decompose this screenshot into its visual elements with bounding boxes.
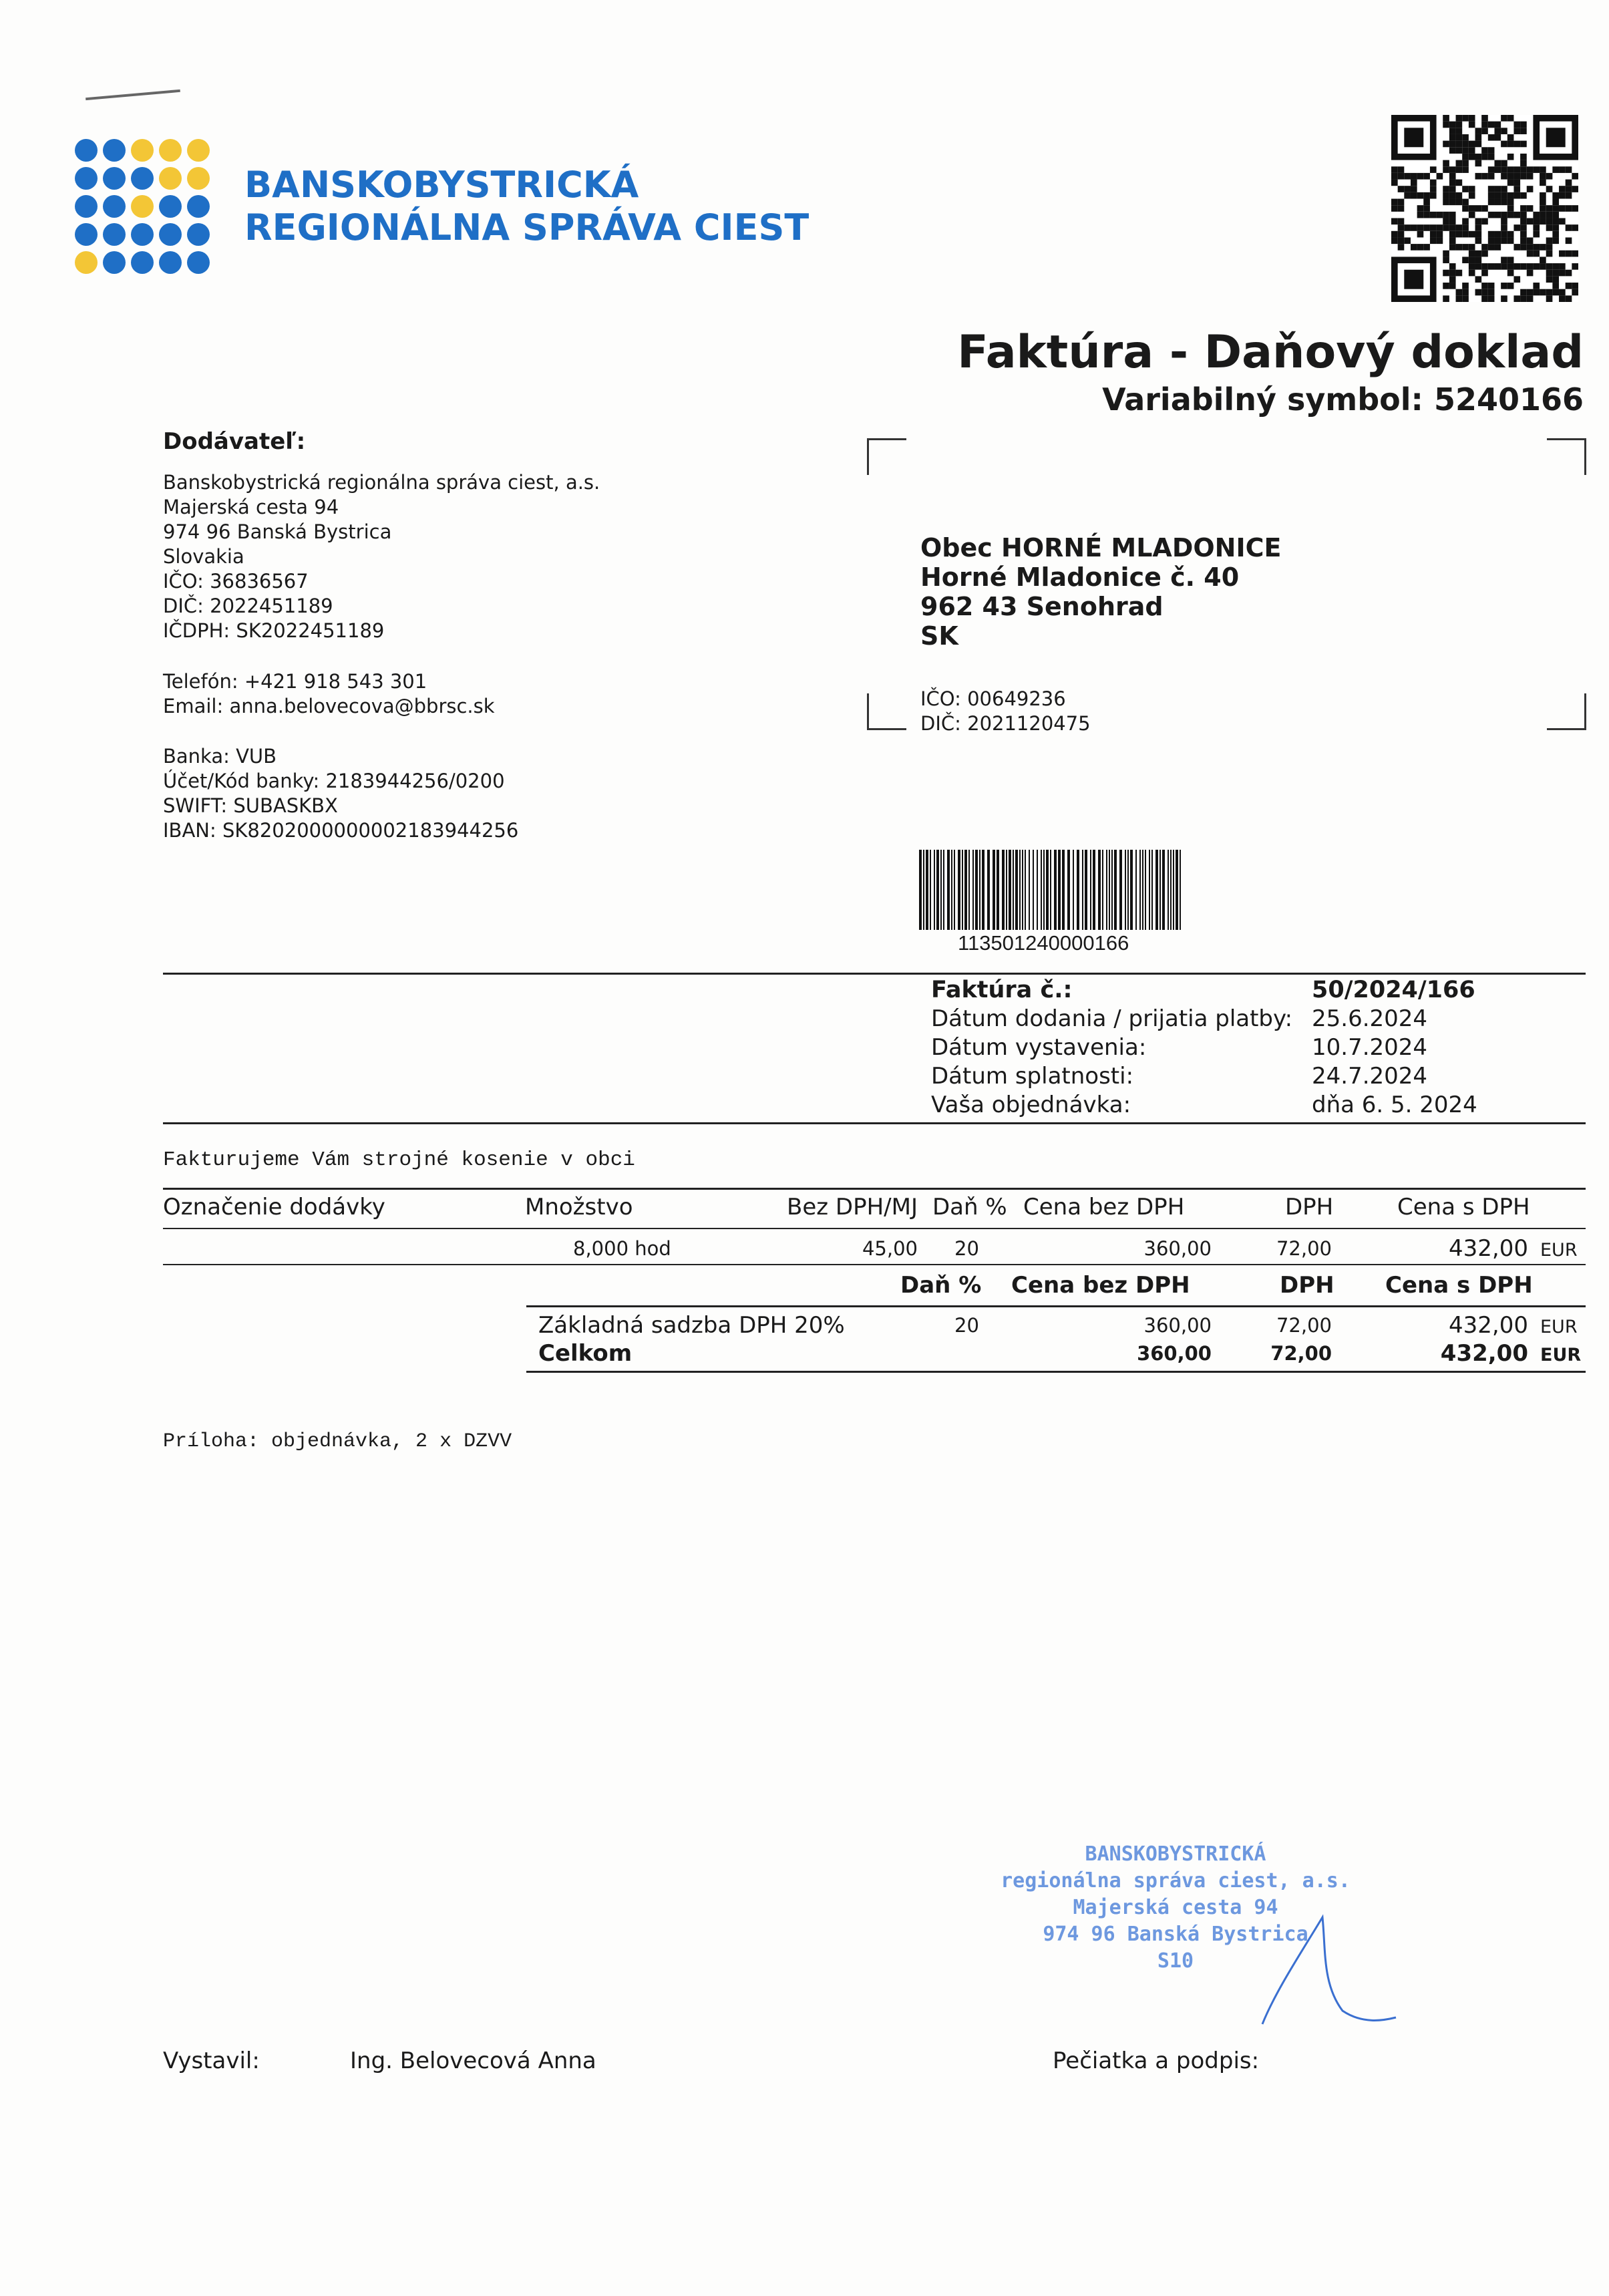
logo-dot [159, 167, 182, 190]
stamp-line: S10 [1157, 1949, 1194, 1973]
summary-header-vat: DPH [1280, 1272, 1334, 1299]
variable-symbol: Variabilný symbol: 5240166 [1102, 381, 1584, 418]
invoice-info [931, 977, 1586, 1120]
supplier-line: DIČ: 2022451189 [163, 595, 333, 617]
issue-date-value: 10.7.2024 [1312, 1034, 1428, 1061]
items-table-header [163, 1193, 1586, 1224]
qr-code-icon [1391, 115, 1578, 302]
row-qty: 8,000 hod [573, 1237, 671, 1260]
supplier-phone: Telefón: +421 918 543 301 [163, 670, 427, 693]
supplier-contact [163, 669, 495, 719]
row-net: 360,00 [1143, 1237, 1212, 1260]
logo-dot [159, 139, 182, 162]
invoice-info-row [931, 1034, 1586, 1063]
col-header-net: Cena bez DPH [1023, 1194, 1185, 1220]
barcode-icon [918, 850, 1185, 933]
total-gross: 432,00 [1440, 1340, 1528, 1367]
summary-header-gross: Cena s DPH [1385, 1272, 1533, 1299]
address-bracket-tr [1547, 438, 1586, 475]
customer-dic: DIČ: 2021120475 [920, 712, 1091, 735]
supplier-line: IČO: 36836567 [163, 570, 309, 593]
col-header-tax: Daň % [932, 1194, 1007, 1220]
total-label: Celkom [538, 1340, 633, 1367]
stamp-line: BANSKOBYSTRICKÁ [1085, 1842, 1266, 1866]
table-row [163, 1237, 1586, 1263]
logo-dot [159, 195, 182, 218]
company-logo-icon [75, 139, 215, 281]
supplier-line: Slovakia [163, 545, 244, 568]
col-header-item: Označenie dodávky [163, 1194, 385, 1220]
company-name-line2: REGIONÁLNA SPRÁVA CIEST [244, 206, 810, 249]
logo-dot [75, 139, 98, 162]
col-header-qty: Množstvo [525, 1194, 633, 1220]
divider [163, 1264, 1586, 1265]
customer-ids [920, 687, 1091, 736]
summary-row-gross: 432,00 [1449, 1312, 1528, 1339]
divider [163, 1122, 1586, 1124]
supplier-line: 974 96 Banská Bystrica [163, 520, 392, 543]
logo-dot [187, 167, 210, 190]
logo-dot [187, 223, 210, 246]
invoice-description: Fakturujeme Vám strojné kosenie v obci [163, 1148, 635, 1172]
total-currency: EUR [1540, 1345, 1582, 1365]
divider [163, 973, 1586, 975]
stamp-line: regionálna správa ciest, a.s. [1001, 1869, 1351, 1893]
invoice-info-row [931, 1063, 1586, 1092]
invoice-info-row [931, 1005, 1586, 1034]
invoice-info-row [931, 977, 1586, 1005]
logo-dot [103, 251, 126, 274]
logo-dot [103, 195, 126, 218]
logo-dot [131, 223, 154, 246]
customer-ico: IČO: 00649236 [920, 687, 1066, 710]
divider [163, 1228, 1586, 1229]
supplier-heading: Dodávateľ: [163, 428, 306, 455]
logo-dot [159, 223, 182, 246]
barcode-number: 113501240000166 [958, 931, 1129, 955]
row-gross: 432,00 [1449, 1235, 1528, 1262]
supplier-line: Majerská cesta 94 [163, 496, 339, 518]
supplier-email: Email: anna.belovecova@bbrsc.sk [163, 695, 495, 717]
logo-dot [187, 139, 210, 162]
col-header-unit-price: Bez DPH/MJ [787, 1194, 918, 1220]
logo-dot [75, 167, 98, 190]
logo-dot [159, 251, 182, 274]
issuer-label: Vystavil: [163, 2047, 260, 2074]
document-title: Faktúra - Daňový doklad [957, 326, 1584, 379]
logo-dot [187, 251, 210, 274]
logo-dot [75, 251, 98, 274]
summary-total-row [163, 1341, 1586, 1369]
logo-dot [187, 195, 210, 218]
supplier-line: Banskobystrická regionálna správa ciest, a.s. [163, 471, 600, 494]
company-name-line1: BANSKOBYSTRICKÁ [244, 164, 639, 206]
customer-address [920, 533, 1281, 651]
supplier-line: IČDPH: SK2022451189 [163, 619, 385, 642]
summary-row-net: 360,00 [1143, 1314, 1212, 1337]
logo-dot [103, 223, 126, 246]
invoice-number-value: 50/2024/166 [1312, 977, 1475, 1003]
col-header-vat: DPH [1285, 1194, 1334, 1220]
bank-account: Účet/Kód banky: 2183944256/0200 [163, 770, 505, 792]
address-bracket-tl [867, 438, 906, 475]
total-net: 360,00 [1137, 1342, 1212, 1365]
order-value: dňa 6. 5. 2024 [1312, 1092, 1477, 1118]
summary-row-tax: 20 [954, 1314, 979, 1337]
logo-dot [131, 139, 154, 162]
customer-city: 962 43 Senohrad [920, 592, 1164, 621]
divider [526, 1371, 1586, 1373]
order-label: Vaša objednávka: [931, 1092, 1131, 1118]
bank-swift: SWIFT: SUBASKBX [163, 794, 338, 817]
due-date-value: 24.7.2024 [1312, 1063, 1428, 1090]
summary-header-tax: Daň % [900, 1272, 982, 1299]
supplier-address [163, 470, 600, 643]
invoice-info-row [931, 1092, 1586, 1120]
summary-row-label: Základná sadzba DPH 20% [538, 1312, 845, 1339]
invoice-number-label: Faktúra č.: [931, 977, 1073, 1003]
stamp-signature-label: Pečiatka a podpis: [1053, 2047, 1260, 2074]
row-unit-price: 45,00 [862, 1237, 918, 1260]
logo-dot [103, 139, 126, 162]
customer-name: Obec HORNÉ MLADONICE [920, 533, 1282, 562]
divider [526, 1305, 1586, 1307]
signature-icon [1256, 1911, 1403, 2031]
customer-street: Horné Mladonice č. 40 [920, 562, 1240, 592]
row-currency: EUR [1540, 1240, 1578, 1261]
summary-table-header [163, 1271, 1586, 1302]
logo-dot [131, 251, 154, 274]
issue-date-label: Dátum vystavenia: [931, 1034, 1147, 1061]
supplier-bank [163, 744, 518, 843]
bank-iban: IBAN: SK8202000000002183944256 [163, 819, 519, 842]
stamp-line: Majerská cesta 94 [1073, 1896, 1278, 1919]
issuer-name: Ing. Belovecová Anna [350, 2047, 596, 2074]
bank-name: Banka: VUB [163, 745, 277, 768]
delivery-date-label: Dátum dodania / prijatia platby: [931, 1005, 1293, 1032]
summary-row-vat: 72,00 [1276, 1314, 1332, 1337]
address-bracket-bl [867, 693, 906, 730]
logo-dot [131, 195, 154, 218]
summary-row [163, 1313, 1586, 1341]
summary-row-currency: EUR [1540, 1317, 1578, 1337]
summary-header-net: Cena bez DPH [1011, 1272, 1190, 1299]
customer-country: SK [920, 621, 958, 651]
attachment-note: Príloha: objednávka, 2 x DZVV [163, 1430, 512, 1453]
divider [163, 1188, 1586, 1190]
due-date-label: Dátum splatnosti: [931, 1063, 1134, 1090]
pen-mark [85, 90, 180, 100]
logo-dot [131, 167, 154, 190]
logo-dot [75, 195, 98, 218]
logo-dot [75, 223, 98, 246]
address-bracket-br [1547, 693, 1586, 730]
logo-dot [103, 167, 126, 190]
row-tax: 20 [954, 1237, 979, 1260]
total-vat: 72,00 [1270, 1342, 1332, 1365]
row-vat: 72,00 [1276, 1237, 1332, 1260]
stamp-line: 974 96 Banská Bystrica [1043, 1923, 1308, 1946]
delivery-date-value: 25.6.2024 [1312, 1005, 1428, 1032]
col-header-gross: Cena s DPH [1397, 1194, 1530, 1220]
